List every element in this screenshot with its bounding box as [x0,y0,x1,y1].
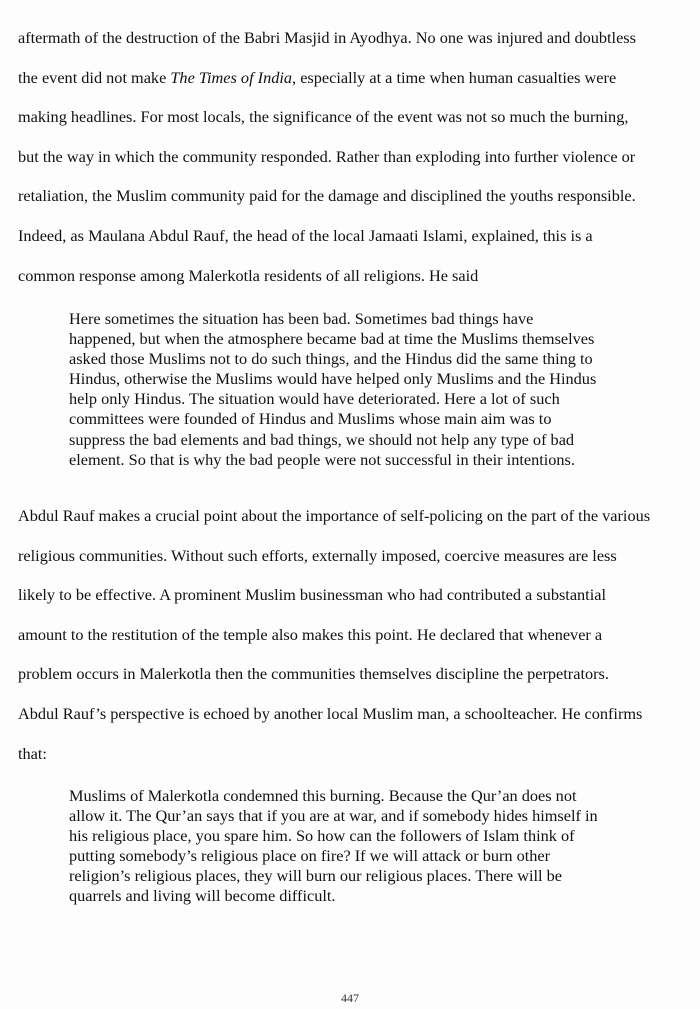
page-number: 447 [341,991,359,1005]
quote-line: happened, but when the atmosphere became bad at time the Muslims themselves [69,329,595,349]
text-line: common response among Malerkotla residents of all religions. He said [18,265,479,285]
quote-line: religion’s religious places, they will burn our religious places. There will be [69,866,562,886]
body-paragraph [18,18,694,295]
text-line: aftermath of the destruction of the Babri Masjid in Ayodhya. No one was injured and doubtless [18,28,636,47]
quote-line: his religious place, you spare him. So how can the followers of Islam think of [69,826,575,846]
text-line: but the way in which the community responded. Rather than exploding into further violence or [18,146,636,166]
text-line: Abdul Rauf makes a crucial point about the importance of self-policing on the part of the various [18,506,651,525]
text-line: Abdul Rauf’s perspective is echoed by another local Muslim man, a schoolteacher. He confirms [18,703,643,723]
quote-line: Hindus, otherwise the Muslims would have helped only Muslims and the Hindus [69,369,597,389]
text-line: likely to be effective. A prominent Muslim businessman who had contributed a substantial [18,585,606,605]
text-fragment: , especially at a time when human casualties were [292,67,617,87]
block-quote [69,786,669,907]
quote-line: suppress the bad elements and bad things, we should not help any type of bad [69,429,575,449]
text-line: retaliation, the Muslim community paid for the damage and disciplined the youths responsible. [18,186,636,206]
quote-line: Here sometimes the situation has been bad. Sometimes bad things have [69,309,534,328]
text-line: making headlines. For most locals, the significance of the event was not so much the burning, [18,107,629,127]
text-line: problem occurs in Malerkotla then the communities themselves discipline the perpetrators. [18,664,609,684]
text-line: that: [18,743,47,763]
text-fragment: the event did not make [18,67,171,87]
quote-line: putting somebody’s religious place on fire? If we will attack or burn other [69,846,551,866]
quote-line: committees were founded of Hindus and Muslims whose main aim was to [69,409,552,429]
text-line: amount to the restitution of the temple also makes this point. He declared that whenever a [18,624,603,644]
quote-line: asked those Muslims not to do such things, and the Hindus did the same thing to [69,349,593,369]
quote-line: help only Hindus. The situation would have deteriorated. Here a lot of such [69,389,560,409]
body-paragraph [18,496,694,773]
text-line: religious communities. Without such efforts, externally imposed, coercive measures are less [18,545,617,565]
publication-title: The Times of India [170,67,293,87]
text-line [18,58,694,98]
text-line: Indeed, as Maulana Abdul Rauf, the head of the local Jamaati Islami, explained, this is a [18,225,593,245]
quote-line: quarrels and living will become difficult. [69,886,336,906]
quote-line: allow it. The Qur’an says that if you are at war, and if somebody hides himself in [69,806,598,826]
block-quote [69,309,669,470]
quote-line: element. So that is why the bad people were not successful in their intentions. [69,449,575,469]
quote-line: Muslims of Malerkotla condemned this burning. Because the Qur’an does not [69,786,577,805]
